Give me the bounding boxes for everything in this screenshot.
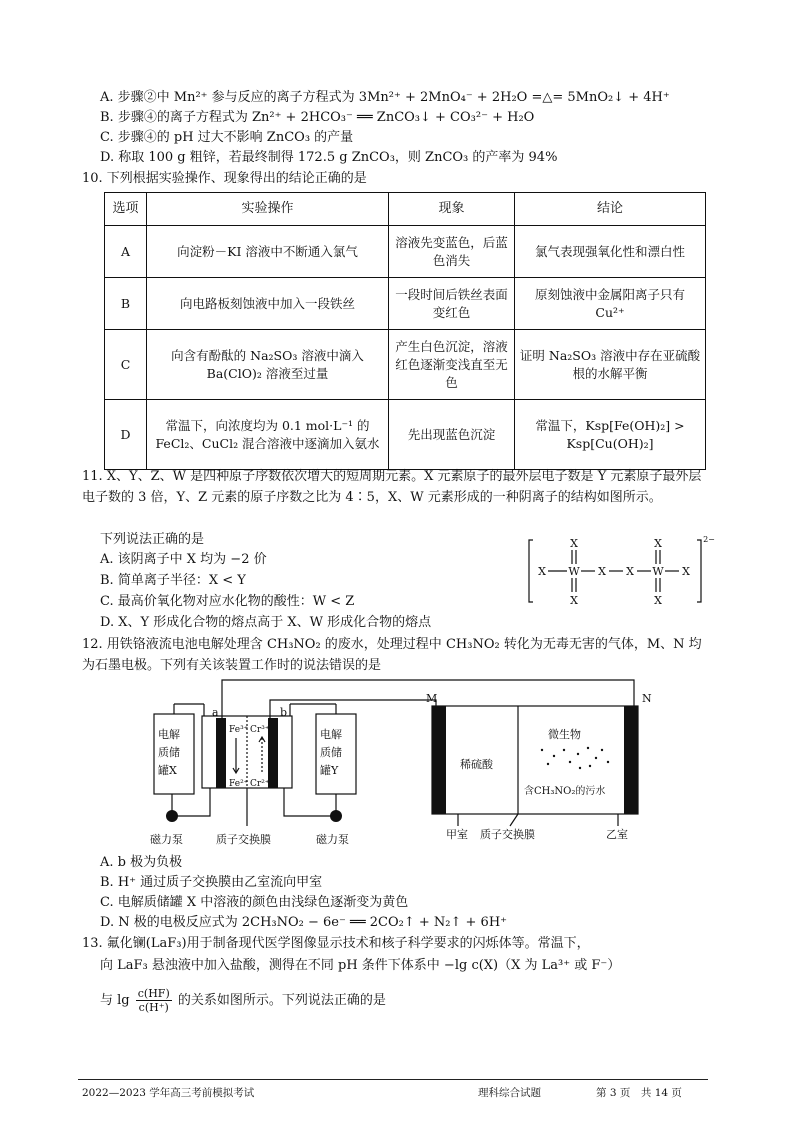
- electrolysis-device-diagram: [150, 676, 670, 848]
- header-operation: 实验操作: [147, 193, 389, 226]
- label-dilute-acid: 稀硫酸: [460, 758, 493, 771]
- struct-x-bridge-1: X: [598, 565, 606, 578]
- ion-cr2: Cr²⁺: [250, 779, 270, 789]
- row-operation: 向淀粉－KI 溶液中不断通入氯气: [147, 226, 389, 278]
- table-row: [105, 278, 706, 330]
- pump-right-icon: [330, 810, 342, 822]
- tank-x-line-1: 电解: [158, 728, 180, 741]
- q13-line-1: 13. 氟化镧(LaF₃)用于制备现代医学图像显示技术和核子科学要求的闪烁体等。常温下，: [82, 936, 590, 951]
- struct-x-left: X: [538, 565, 546, 578]
- footer-rule: [78, 1079, 708, 1080]
- label-membrane-right: 质子交换膜: [480, 828, 535, 841]
- q13-line-3-rest: 的关系如图所示。下列说法正确的是: [177, 993, 386, 1008]
- q12-stem: 12. 用铁铬液流电池电解处理含 CH₃NO₂ 的废水，处理过程中 CH₃NO₂ 转化为无毒无害的气体，M、N 均为石墨电极。下列有关该装置工作时的说法错误的是: [82, 637, 702, 673]
- row-phenomenon: 产生白色沉淀，溶液红色逐渐变浅直至无色: [389, 330, 515, 400]
- row-phenomenon: 溶液先变蓝色，后蓝色消失: [389, 226, 515, 278]
- label-n: N: [642, 692, 652, 705]
- label-pump-left: 磁力泵: [150, 833, 183, 846]
- label-a: a: [212, 706, 219, 719]
- q13-lg-prefix: 与 lg: [100, 993, 130, 1008]
- footer-subject: 理科综合试题: [478, 1087, 541, 1099]
- row-option: C: [105, 330, 147, 400]
- tank-y-line-1: 电解: [320, 728, 342, 741]
- struct-w-left: W: [568, 565, 580, 578]
- footer-page-number: 第 3 页 共 14 页: [596, 1087, 682, 1099]
- label-membrane-left: 质子交换膜: [216, 833, 271, 846]
- label-room-a: 甲室: [446, 828, 468, 841]
- label-b: b: [280, 706, 288, 719]
- pump-left-icon: [166, 810, 178, 822]
- row-option: D: [105, 400, 147, 470]
- q13-fraction-denominator: c(H⁺): [138, 1001, 169, 1014]
- label-m: M: [426, 692, 438, 705]
- table-row: [105, 226, 706, 278]
- struct-x-bridge-2: X: [626, 565, 634, 578]
- table-row: [105, 330, 706, 400]
- label-microbe: 微生物: [548, 728, 581, 741]
- header-phenomenon: 现象: [389, 193, 515, 226]
- struct-w-right: W: [652, 565, 664, 578]
- struct-x-bottom-left: X: [570, 594, 578, 607]
- row-option: A: [105, 226, 147, 278]
- electrode-m: [432, 706, 446, 814]
- row-option: B: [105, 278, 147, 330]
- q13-fraction: [136, 987, 172, 1014]
- q12-option-a: A. b 极为负极: [100, 855, 183, 870]
- microbe-dots-icon: [541, 747, 609, 769]
- label-pump-right: 磁力泵: [316, 833, 349, 846]
- q11-option-b: B. 简单离子半径：X < Y: [100, 573, 246, 588]
- row-operation: 常温下，向浓度均为 0.1 mol·L⁻¹ 的 FeCl₂、CuCl₂ 混合溶液中逐滴加入氨水: [147, 400, 389, 470]
- tank-x-line-2: 质储: [158, 746, 180, 759]
- q11-ask: 下列说法正确的是: [100, 532, 205, 547]
- q9-option-a: A. 步骤②中 Mn²⁺ 参与反应的离子方程式为 3Mn²⁺ + 2MnO₄⁻ + 2H₂O =△= 5MnO₂↓ + 4H⁺: [100, 90, 670, 105]
- row-operation: 向含有酚酞的 Na₂SO₃ 溶液中滴入 Ba(ClO)₂ 溶液至过量: [147, 330, 389, 400]
- q9-option-b: B. 步骤④的离子方程式为 Zn²⁺ + 2HCO₃⁻ ══ ZnCO₃↓ + CO₃²⁻ + H₂O: [100, 110, 535, 125]
- q11-stem: 11. X、Y、Z、W 是四种原子序数依次增大的短周期元素。X 元素原子的最外层电子数是 Y 元素原子最外层电子数的 3 倍，Y、Z 元素的原子序数之比为 4∶5，X、W 元素形成的一种阴离子的结构如图所示。: [82, 469, 702, 505]
- row-operation: 向电路板刻蚀液中加入一段铁丝: [147, 278, 389, 330]
- struct-x-bottom-right: X: [654, 594, 662, 607]
- electrode-a: [216, 718, 226, 788]
- q9-option-d: D. 称取 100 g 粗锌，若最终制得 172.5 g ZnCO₃，则 ZnCO₃ 的产率为 94%: [100, 150, 558, 165]
- tank-y-line-2: 质储: [320, 746, 342, 759]
- electrode-n: [624, 706, 638, 814]
- ion-fe2: Fe²⁺: [229, 779, 249, 789]
- table-row: [105, 400, 706, 470]
- q13-line-3: [100, 987, 386, 1014]
- row-conclusion: 常温下，Ksp[Fe(OH)₂] > Ksp[Cu(OH)₂]: [515, 400, 706, 470]
- footer-exam-title: 2022—2023 学年高三考前模拟考试: [82, 1087, 255, 1099]
- q12-option-d: D. N 极的电极反应式为 2CH₃NO₂ − 6e⁻ ══ 2CO₂↑ + N₂↑ + 6H⁺: [100, 915, 508, 930]
- q11-option-d: D. X、Y 形成化合物的熔点高于 X、W 形成化合物的熔点: [100, 615, 432, 630]
- q12-option-c: C. 电解质储罐 X 中溶液的颜色由浅绿色逐渐变为黄色: [100, 895, 409, 910]
- q13-line-2: 向 LaF₃ 悬浊液中加入盐酸，测得在不同 pH 条件下体系中 −lg c(X)（X 为 La³⁺ 或 F⁻）: [100, 958, 621, 973]
- struct-x-right: X: [682, 565, 690, 578]
- q13-fraction-numerator: c(HF): [137, 987, 170, 1000]
- header-conclusion: 结论: [515, 193, 706, 226]
- label-sewage: 含CH₃NO₂的污水: [524, 786, 606, 797]
- q11-option-c: C. 最高价氧化物对应水化物的酸性：W < Z: [100, 594, 355, 609]
- tank-x-line-3: 罐X: [158, 764, 177, 777]
- row-conclusion: 氯气表现强氧化性和漂白性: [515, 226, 706, 278]
- ion-cr3: Cr³⁺: [250, 725, 270, 735]
- label-room-b: 乙室: [606, 828, 628, 841]
- row-phenomenon: 先出现蓝色沉淀: [389, 400, 515, 470]
- anion-structure-diagram: [525, 532, 715, 610]
- ion-fe3: Fe³⁺: [229, 725, 249, 735]
- struct-x-top-right: X: [654, 537, 662, 550]
- q10-stem: 10. 下列根据实验操作、现象得出的结论正确的是: [82, 171, 367, 186]
- struct-x-top-left: X: [570, 537, 578, 550]
- q12-option-b: B. H⁺ 通过质子交换膜由乙室流向甲室: [100, 875, 323, 890]
- table-header-row: [105, 193, 706, 226]
- experiment-table: [104, 192, 706, 470]
- q11-option-a: A. 该阴离子中 X 均为 −2 价: [100, 552, 267, 567]
- header-option: 选项: [105, 193, 147, 226]
- row-phenomenon: 一段时间后铁丝表面变红色: [389, 278, 515, 330]
- tank-y-line-3: 罐Y: [320, 764, 339, 777]
- struct-charge: 2−: [703, 535, 715, 544]
- row-conclusion: 证明 Na₂SO₃ 溶液中存在亚硫酸根的水解平衡: [515, 330, 706, 400]
- q9-option-c: C. 步骤④的 pH 过大不影响 ZnCO₃ 的产量: [100, 130, 354, 145]
- row-conclusion: 原刻蚀液中金属阳离子只有 Cu²⁺: [515, 278, 706, 330]
